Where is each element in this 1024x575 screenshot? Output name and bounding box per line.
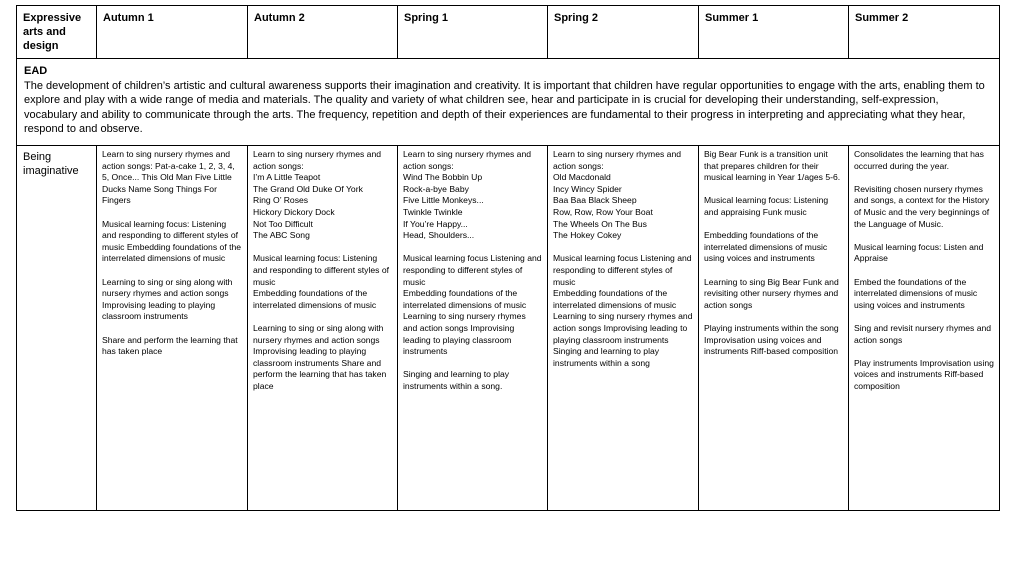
term-autumn-2: Autumn 2 — [254, 12, 305, 24]
content-spring-1: Learn to sing nursery rhymes and action songs: Wind The Bobbin Up Rock-a-bye Baby Five Little Monkeys... Twinkle Twinkle If You’re Happy... Head, Shoulders... Musical learning focus Listening and responding to different styles of music Embedding foundations of the interrelated dimensions of music Learning to sing nursery rhymes and action songs Improvising leading to playing classroom instruments Singing and learning to play instruments within a song. — [403, 149, 542, 391]
term-cell-spring-1 — [398, 6, 548, 59]
term-cell-autumn-1 — [97, 6, 248, 59]
term-cell-spring-2 — [548, 6, 699, 59]
term-cell-autumn-2 — [248, 6, 398, 59]
term-autumn-1: Autumn 1 — [103, 12, 154, 24]
ead-row — [17, 59, 1000, 146]
term-spring-2: Spring 2 — [554, 12, 599, 24]
curriculum-table — [16, 5, 1000, 511]
ead-description: The development of children’s artistic and cultural awareness supports their imagination and creativity. It is important that children have regular opportunities to engage with the arts, enabling them to explore and play with a wide range of media and materials. The quality and variety of what children see, hear and participate in is crucial for developing their understanding, self-expression, vocabulary and ability to communicate through the arts. The frequency, repetition and depth of their experiences are fundamental to their progress in interpreting and appreciating what they hear, respond to and observe. — [24, 79, 985, 136]
content-autumn-1: Learn to sing nursery rhymes and action songs: Pat-a-cake 1, 2, 3, 4, 5, Once... This Old Man Five Little Ducks Name Song Things For Fingers Musical learning focus: Listening and responding to different styles of music Embedding foundations of the interrelated dimensions of music Learning to sing or sing along with nursery rhymes and action songs Improvising leading to playing classroom instruments Share and perform the learning that has taken place — [102, 149, 242, 357]
row-label-cell — [17, 146, 97, 511]
content-cell-summer-1 — [699, 146, 849, 511]
content-cell-autumn-1 — [97, 146, 248, 511]
content-cell-spring-2 — [548, 146, 699, 511]
being-imaginative-row — [17, 146, 1000, 511]
area-title: Expressive arts and design — [23, 12, 82, 52]
term-cell-summer-2 — [849, 6, 1000, 59]
term-summer-2: Summer 2 — [855, 12, 909, 24]
content-cell-spring-1 — [398, 146, 548, 511]
content-spring-2: Learn to sing nursery rhymes and action songs: Old Macdonald Incy Wincy Spider Baa Baa Black Sheep Row, Row, Row Your Boat The Wheels On The Bus The Hokey Cokey Musical learning focus Listening and responding to different styles of music Embedding foundations of the interrelated dimensions of music Learning to sing nursery rhymes and action songs Improvising leading to playing classroom instruments Singing and learning to play instruments within a song — [553, 149, 693, 368]
ead-title: EAD — [24, 65, 48, 77]
content-summer-1: Big Bear Funk is a transition unit that prepares children for their musical learning in Year 1/ages 5-6. Musical learning focus: Listening and appraising Funk music Embedding foundations of the interrelated dimensions of music using voices and instruments Learning to sing Big Bear Funk and revisiting other nursery rhymes and action songs Playing instruments within the song Improvisation using voices and instruments Riff-based composition — [704, 149, 841, 357]
content-autumn-2: Learn to sing nursery rhymes and action songs: I’m A Little Teapot The Grand Old Duke Of York Ring O’ Roses Hickory Dickory Dock Not Too Difficult The ABC Song Musical learning focus: Listening and responding to different styles of music Embedding foundations of the interrelated dimensions of music Learning to sing or sing along with nursery rhymes and action songs Improvising leading to playing classroom instruments Share and perform the learning that has taken place — [253, 149, 389, 391]
header-row — [17, 6, 1000, 59]
term-summer-1: Summer 1 — [705, 12, 759, 24]
ead-cell — [17, 59, 1000, 146]
area-title-cell — [17, 6, 97, 59]
content-cell-autumn-2 — [248, 146, 398, 511]
term-spring-1: Spring 1 — [404, 12, 449, 24]
content-cell-summer-2 — [849, 146, 1000, 511]
content-summer-2: Consolidates the learning that has occurred during the year. Revisiting chosen nursery rhymes and songs, a context for the History of Music and the very beginnings of the Language of Music. Musical learning focus: Listen and Appraise Embed the foundations of the interrelated dimensions of music using voices and instruments Sing and revisit nursery rhymes and action songs Play instruments Improvisation using voices and instruments Riff-based composition — [854, 149, 994, 391]
term-cell-summer-1 — [699, 6, 849, 59]
row-label: Being imaginative — [23, 151, 79, 177]
